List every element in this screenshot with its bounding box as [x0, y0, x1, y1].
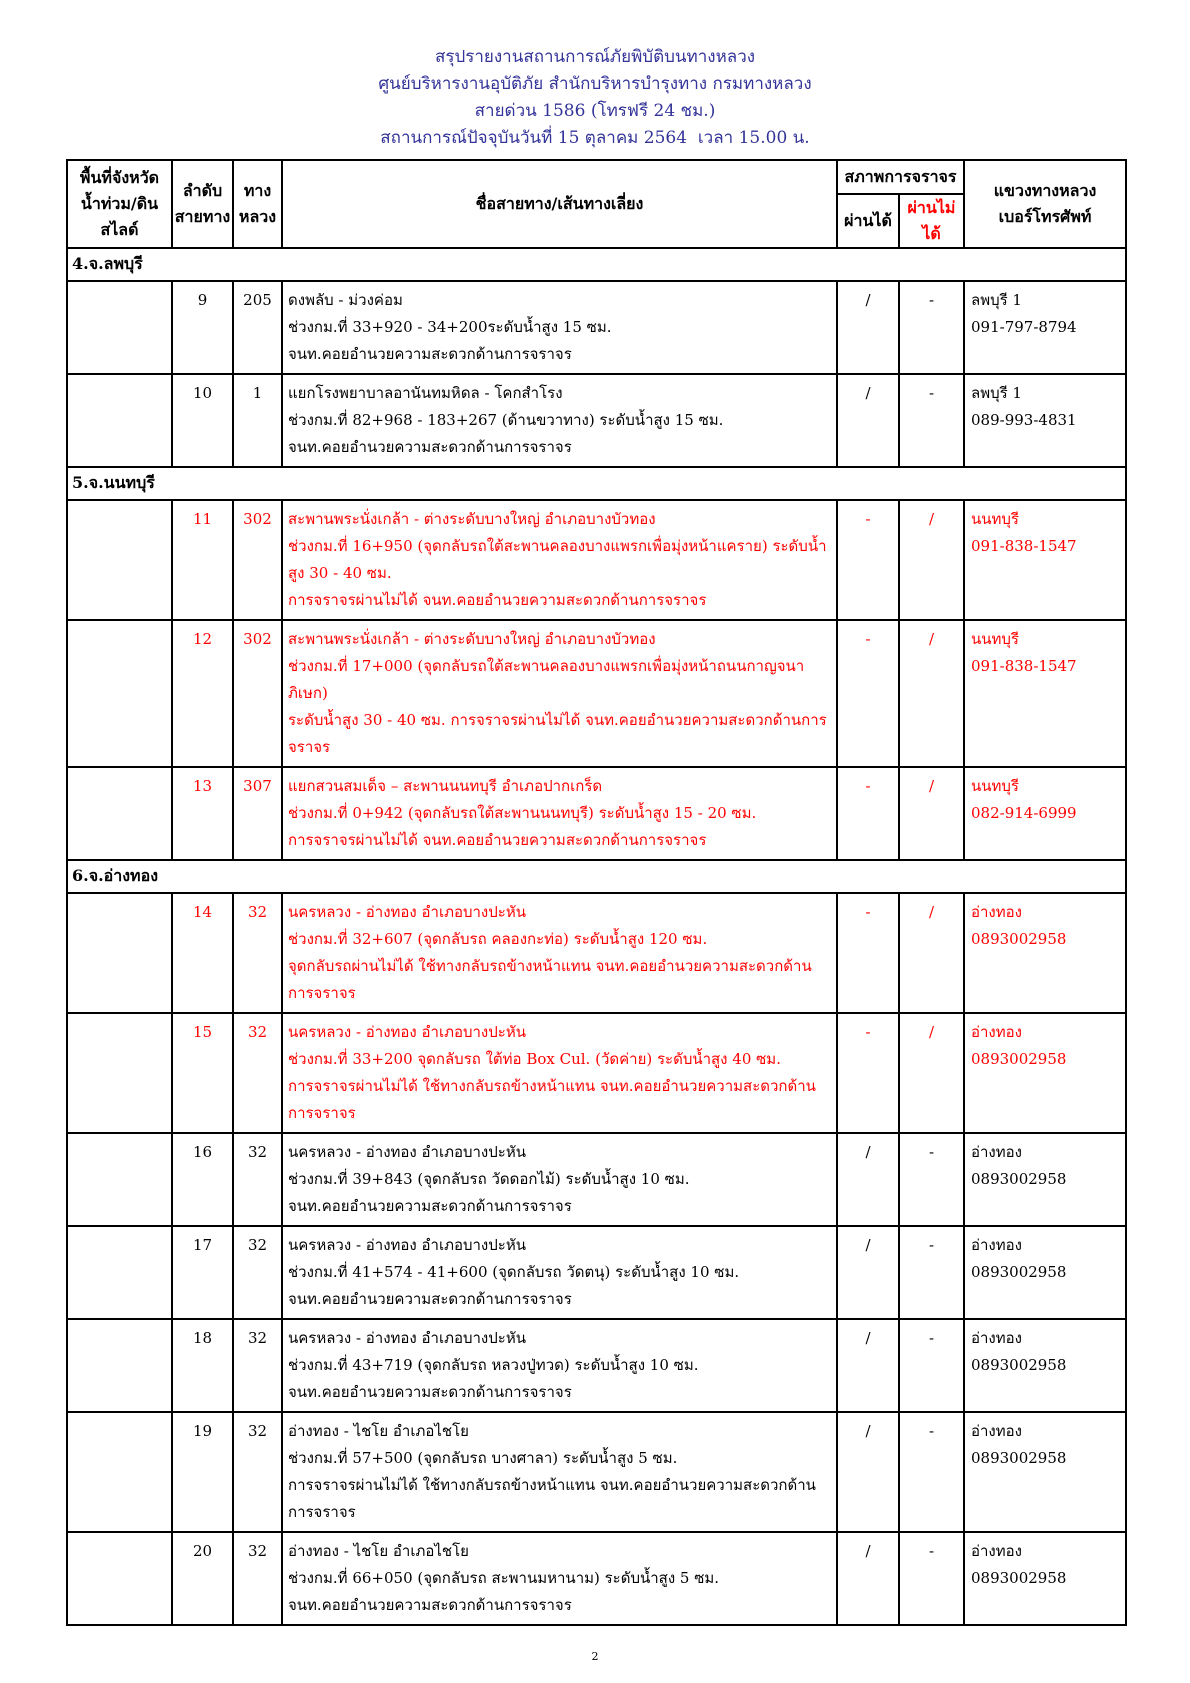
- district-phone-line: อ่างทอง: [971, 1023, 1022, 1041]
- table-row: [67, 1013, 1126, 1133]
- route-description: [282, 1133, 837, 1226]
- col-header-order: [172, 160, 233, 248]
- route-description-line: จนท.คอยอำนวยความสะดวกด้านการจราจร: [288, 1383, 572, 1401]
- impassable-mark: -: [899, 374, 964, 467]
- report-organization: ศูนย์บริหารงานอุบัติภัย สำนักบริหารบำรุงทาง กรมทางหลวง: [378, 74, 812, 94]
- col-header-order-line2: สายทาง: [174, 207, 231, 226]
- row-number: 12: [172, 620, 233, 767]
- district-phone: [964, 281, 1126, 374]
- route-description-line: นครหลวง - อ่างทอง อำเภอบางปะหัน: [288, 1236, 526, 1254]
- route-description-line: ช่วงกม.ที่ 41+574 - 41+600 (จุดกลับรถ วัดตนุ) ระดับน้ำสูง 10 ซม.: [288, 1263, 740, 1281]
- district-phone-line: นนทบุรี: [971, 630, 1019, 648]
- passable-mark: -: [837, 767, 899, 860]
- passable-mark: /: [837, 1319, 899, 1412]
- col-header-passable: ผ่านได้: [837, 194, 899, 248]
- impassable-mark: -: [899, 1133, 964, 1226]
- district-phone-line: อ่างทอง: [971, 903, 1022, 921]
- col-header-order-line1: ลำดับ: [182, 181, 223, 200]
- row-number: 19: [172, 1412, 233, 1532]
- route-description-line: ดงพลับ - ม่วงค่อม: [288, 291, 403, 309]
- passable-mark: -: [837, 893, 899, 1013]
- table-body: [67, 248, 1126, 1625]
- highway-number: 302: [233, 620, 282, 767]
- area-cell: [67, 1412, 172, 1532]
- highway-number: 32: [233, 1133, 282, 1226]
- route-description-line: การจราจรผ่านไม่ได้ ใช้ทางกลับรถข้างหน้าแทน จนท.คอยอำนวยความสะดวกด้านการจราจร: [288, 1077, 816, 1122]
- col-header-route: ชื่อสายทาง/เส้นทางเลี่ยง: [282, 160, 837, 248]
- row-number: 11: [172, 500, 233, 620]
- district-phone-line: 091-797-8794: [971, 318, 1077, 336]
- table-row: [67, 500, 1126, 620]
- area-cell: [67, 1226, 172, 1319]
- row-number: 10: [172, 374, 233, 467]
- district-phone: [964, 1226, 1126, 1319]
- col-header-highway-line2: หลวง: [238, 207, 277, 226]
- area-cell: [67, 1532, 172, 1625]
- report-status-date: สถานการณ์ปัจจุบันวันที่ 15 ตุลาคม 2564 เวลา 15.00 น.: [380, 128, 810, 148]
- route-description-line: ช่วงกม.ที่ 33+920 - 34+200ระดับน้ำสูง 15 ซม.: [288, 318, 612, 336]
- col-header-area: [67, 160, 172, 248]
- section-title: 5.จ.นนทบุรี: [67, 467, 1126, 500]
- report-hotline: สายด่วน 1586 (โทรฟรี 24 ชม.): [474, 101, 716, 121]
- row-number: 9: [172, 281, 233, 374]
- route-description: [282, 1532, 837, 1625]
- route-description-line: นครหลวง - อ่างทอง อำเภอบางปะหัน: [288, 1143, 526, 1161]
- impassable-mark: -: [899, 1226, 964, 1319]
- row-number: 18: [172, 1319, 233, 1412]
- col-header-area-line1: พื้นที่จังหวัด: [79, 168, 160, 187]
- passable-mark: /: [837, 374, 899, 467]
- district-phone-line: 082-914-6999: [971, 804, 1077, 822]
- col-header-district-phone: [964, 160, 1126, 248]
- district-phone: [964, 1412, 1126, 1532]
- route-description-line: จนท.คอยอำนวยความสะดวกด้านการจราจร: [288, 1596, 572, 1614]
- document-header: [0, 0, 1190, 152]
- district-phone-line: อ่างทอง: [971, 1542, 1022, 1560]
- route-description-line: อ่างทอง - ไชโย อำเภอไชโย: [288, 1542, 469, 1560]
- col-header-traffic-condition: สภาพการจราจร: [837, 160, 964, 194]
- table-row: [67, 767, 1126, 860]
- route-description: [282, 374, 837, 467]
- district-phone-line: 0893002958: [971, 1356, 1067, 1374]
- highway-number: 32: [233, 1013, 282, 1133]
- route-description-line: การจราจรผ่านไม่ได้ จนท.คอยอำนวยความสะดวกด้านการจราจร: [288, 591, 707, 609]
- area-cell: [67, 620, 172, 767]
- district-phone-line: 089-993-4831: [971, 411, 1077, 429]
- table-row: [67, 1226, 1126, 1319]
- route-description-line: ช่วงกม.ที่ 16+950 (จุดกลับรถใต้สะพานคลองบางแพรกเพื่อมุ่งหน้าแคราย) ระดับน้ำสูง 30 - 40 ซม.: [288, 537, 827, 582]
- table-row: [67, 1319, 1126, 1412]
- route-description: [282, 281, 837, 374]
- section-row: [67, 467, 1126, 500]
- highway-number: 307: [233, 767, 282, 860]
- route-description: [282, 1412, 837, 1532]
- highway-number: 32: [233, 1412, 282, 1532]
- route-description: [282, 893, 837, 1013]
- impassable-mark: /: [899, 1013, 964, 1133]
- route-description-line: แยกโรงพยาบาลอานันทมหิดล - โคกสำโรง: [288, 384, 563, 402]
- route-description-line: จนท.คอยอำนวยความสะดวกด้านการจราจร: [288, 1290, 572, 1308]
- route-description-line: จนท.คอยอำนวยความสะดวกด้านการจราจร: [288, 345, 572, 363]
- highway-number: 32: [233, 893, 282, 1013]
- area-cell: [67, 281, 172, 374]
- route-description-line: จุดกลับรถผ่านไม่ได้ ใช้ทางกลับรถข้างหน้าแทน จนท.คอยอำนวยความสะดวกด้านการจราจร: [288, 957, 812, 1002]
- table-row: [67, 1133, 1126, 1226]
- route-description-line: ช่วงกม.ที่ 43+719 (จุดกลับรถ หลวงปู่ทวด) ระดับน้ำสูง 10 ซม.: [288, 1356, 699, 1374]
- section-title: 4.จ.ลพบุรี: [67, 248, 1126, 281]
- table-row: [67, 281, 1126, 374]
- route-description-line: ช่วงกม.ที่ 82+968 - 183+267 (ด้านขวาทาง) ระดับน้ำสูง 15 ซม.: [288, 411, 724, 429]
- col-header-district-line2: เบอร์โทรศัพท์: [998, 207, 1092, 226]
- route-description-line: ช่วงกม.ที่ 57+500 (จุดกลับรถ บางศาลา) ระดับน้ำสูง 5 ซม.: [288, 1449, 678, 1467]
- route-description: [282, 620, 837, 767]
- district-phone-line: 0893002958: [971, 1569, 1067, 1587]
- district-phone-line: อ่างทอง: [971, 1143, 1022, 1161]
- route-description-line: อ่างทอง - ไชโย อำเภอไชโย: [288, 1422, 469, 1440]
- area-cell: [67, 374, 172, 467]
- route-description: [282, 500, 837, 620]
- table-row: [67, 374, 1126, 467]
- col-header-district-line1: แขวงทางหลวง: [993, 181, 1097, 200]
- impassable-mark: /: [899, 893, 964, 1013]
- route-description: [282, 1226, 837, 1319]
- district-phone: [964, 1013, 1126, 1133]
- district-phone-line: 091-838-1547: [971, 537, 1077, 555]
- area-cell: [67, 767, 172, 860]
- district-phone-line: นนทบุรี: [971, 777, 1019, 795]
- passable-mark: -: [837, 500, 899, 620]
- impassable-mark: /: [899, 767, 964, 860]
- row-number: 14: [172, 893, 233, 1013]
- district-phone: [964, 1319, 1126, 1412]
- section-row: [67, 248, 1126, 281]
- row-number: 16: [172, 1133, 233, 1226]
- route-description-line: ช่วงกม.ที่ 17+000 (จุดกลับรถใต้สะพานคลองบางแพรกเพื่อมุ่งหน้าถนนกาญจนาภิเษก): [288, 657, 805, 702]
- route-description-line: ช่วงกม.ที่ 32+607 (จุดกลับรถ คลองกะท่อ) ระดับน้ำสูง 120 ซม.: [288, 930, 708, 948]
- route-description-line: ระดับน้ำสูง 30 - 40 ซม. การจราจรผ่านไม่ได้ จนท.คอยอำนวยความสะดวกด้านการจราจร: [288, 711, 827, 756]
- impassable-mark: -: [899, 1532, 964, 1625]
- district-phone: [964, 1532, 1126, 1625]
- table-header: [67, 160, 1126, 248]
- col-header-highway: [233, 160, 282, 248]
- col-header-highway-line1: ทาง: [243, 181, 272, 200]
- route-description-line: ช่วงกม.ที่ 33+200 จุดกลับรถ ใต้ท่อ Box Cul. (วัดค่าย) ระดับน้ำสูง 40 ซม.: [288, 1050, 781, 1068]
- district-phone-line: อ่างทอง: [971, 1236, 1022, 1254]
- passable-mark: /: [837, 1133, 899, 1226]
- passable-mark: -: [837, 620, 899, 767]
- row-number: 20: [172, 1532, 233, 1625]
- district-phone: [964, 767, 1126, 860]
- route-description-line: แยกสวนสมเด็จ – สะพานนนทบุรี อำเภอปากเกร็ด: [288, 777, 603, 795]
- district-phone: [964, 620, 1126, 767]
- table-row: [67, 1412, 1126, 1532]
- route-description-line: การจราจรผ่านไม่ได้ จนท.คอยอำนวยความสะดวกด้านการจราจร: [288, 831, 707, 849]
- passable-mark: /: [837, 281, 899, 374]
- table-row: [67, 893, 1126, 1013]
- district-phone-line: อ่างทอง: [971, 1329, 1022, 1347]
- passable-mark: -: [837, 1013, 899, 1133]
- passable-mark: /: [837, 1226, 899, 1319]
- highway-number: 32: [233, 1532, 282, 1625]
- route-description-line: จนท.คอยอำนวยความสะดวกด้านการจราจร: [288, 438, 572, 456]
- col-header-area-line2: น้ำท่วม/ดินสไลด์: [80, 194, 159, 239]
- row-number: 15: [172, 1013, 233, 1133]
- row-number: 13: [172, 767, 233, 860]
- table-row: [67, 620, 1126, 767]
- route-description-line: การจราจรผ่านไม่ได้ ใช้ทางกลับรถข้างหน้าแทน จนท.คอยอำนวยความสะดวกด้านการจราจร: [288, 1476, 816, 1521]
- passable-mark: /: [837, 1532, 899, 1625]
- route-description-line: สะพานพระนั่งเกล้า - ต่างระดับบางใหญ่ อำเภอบางบัวทอง: [288, 630, 656, 648]
- impassable-mark: /: [899, 500, 964, 620]
- area-cell: [67, 1133, 172, 1226]
- report-title: สรุปรายงานสถานการณ์ภัยพิบัติบนทางหลวง: [434, 47, 756, 67]
- section-row: [67, 860, 1126, 893]
- impassable-mark: -: [899, 1412, 964, 1532]
- route-description-line: ช่วงกม.ที่ 39+843 (จุดกลับรถ วัดดอกไม้) ระดับน้ำสูง 10 ซม.: [288, 1170, 690, 1188]
- area-cell: [67, 1013, 172, 1133]
- area-cell: [67, 893, 172, 1013]
- district-phone-line: 0893002958: [971, 1050, 1067, 1068]
- route-description-line: นครหลวง - อ่างทอง อำเภอบางปะหัน: [288, 1329, 526, 1347]
- area-cell: [67, 500, 172, 620]
- route-description-line: สะพานพระนั่งเกล้า - ต่างระดับบางใหญ่ อำเภอบางบัวทอง: [288, 510, 656, 528]
- row-number: 17: [172, 1226, 233, 1319]
- district-phone-line: ลพบุรี 1: [971, 384, 1022, 402]
- district-phone-line: 0893002958: [971, 1263, 1067, 1281]
- route-description-line: นครหลวง - อ่างทอง อำเภอบางปะหัน: [288, 903, 526, 921]
- table-row: [67, 1532, 1126, 1625]
- col-header-impassable: ผ่านไม่ได้: [899, 194, 964, 248]
- district-phone-line: อ่างทอง: [971, 1422, 1022, 1440]
- highway-number: 1: [233, 374, 282, 467]
- section-title: 6.จ.อ่างทอง: [67, 860, 1126, 893]
- district-phone-line: นนทบุรี: [971, 510, 1019, 528]
- route-description: [282, 767, 837, 860]
- district-phone-line: ลพบุรี 1: [971, 291, 1022, 309]
- district-phone-line: 0893002958: [971, 1449, 1067, 1467]
- route-description-line: นครหลวง - อ่างทอง อำเภอบางปะหัน: [288, 1023, 526, 1041]
- flood-report-table: [66, 159, 1127, 1626]
- route-description-line: ช่วงกม.ที่ 66+050 (จุดกลับรถ สะพานมหานาม) ระดับน้ำสูง 5 ซม.: [288, 1569, 720, 1587]
- passable-mark: /: [837, 1412, 899, 1532]
- route-description-line: ช่วงกม.ที่ 0+942 (จุดกลับรถใต้สะพานนนทบุรี) ระดับน้ำสูง 15 - 20 ซม.: [288, 804, 757, 822]
- highway-number: 302: [233, 500, 282, 620]
- highway-number: 205: [233, 281, 282, 374]
- route-description: [282, 1319, 837, 1412]
- impassable-mark: -: [899, 1319, 964, 1412]
- district-phone: [964, 500, 1126, 620]
- district-phone: [964, 1133, 1126, 1226]
- highway-number: 32: [233, 1319, 282, 1412]
- impassable-mark: /: [899, 620, 964, 767]
- impassable-mark: -: [899, 281, 964, 374]
- route-description-line: จนท.คอยอำนวยความสะดวกด้านการจราจร: [288, 1197, 572, 1215]
- district-phone-line: 0893002958: [971, 930, 1067, 948]
- district-phone: [964, 893, 1126, 1013]
- page-number: 2: [591, 1650, 599, 1663]
- district-phone: [964, 374, 1126, 467]
- area-cell: [67, 1319, 172, 1412]
- route-description: [282, 1013, 837, 1133]
- highway-number: 32: [233, 1226, 282, 1319]
- district-phone-line: 091-838-1547: [971, 657, 1077, 675]
- district-phone-line: 0893002958: [971, 1170, 1067, 1188]
